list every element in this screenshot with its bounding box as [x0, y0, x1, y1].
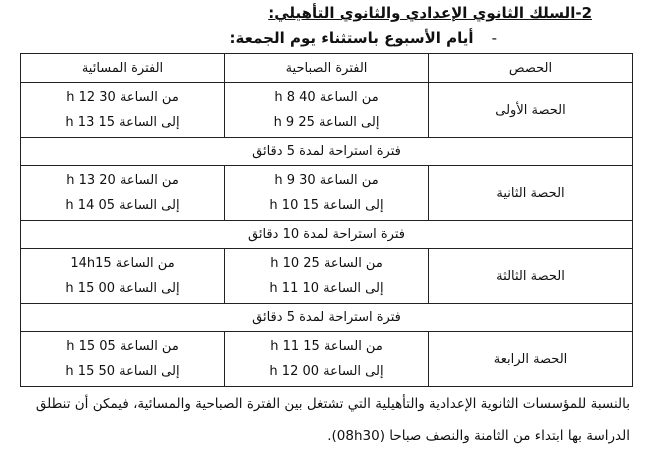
morning-end: إلى الساعة 25 h 9: [273, 115, 380, 130]
morning-start: من الساعة 25 h 10: [270, 256, 383, 271]
morning-times: [225, 332, 429, 387]
session-name: الحصة الرابعة: [429, 332, 633, 387]
session-name: الحصة الثالثة: [429, 249, 633, 304]
section-title: 2-السلك الثانوي الإعدادي والثانوي التأهيلي:: [268, 4, 592, 22]
break-row-1: [21, 138, 633, 166]
session-name: الحصة الأولى: [429, 83, 633, 138]
evening-end: إلى الساعة 00 h 15: [65, 281, 180, 296]
break-text: فترة استراحة لمدة 5 دقائق: [21, 138, 633, 166]
evening-times: [21, 332, 225, 387]
evening-end: إلى الساعة 05 h 14: [65, 198, 180, 213]
header-row: [21, 54, 633, 83]
session-row-3: [21, 249, 633, 304]
morning-times: [225, 166, 429, 221]
footnote-line-2: الدراسة بها ابتداء من الثامنة والنصف صباحا (08h30).: [327, 428, 630, 444]
subtitle-text: أيام الأسبوع باستثناء يوم الجمعة:: [229, 29, 474, 47]
session-row-1: [21, 83, 633, 138]
subtitle: [230, 29, 497, 47]
morning-times: [225, 249, 429, 304]
evening-start: من الساعة 30 h 12: [66, 90, 179, 105]
evening-times: [21, 166, 225, 221]
evening-start: من الساعة 05 h 15: [66, 339, 179, 354]
footnote-line-1: بالنسبة للمؤسسات الثانوية الإعدادية والتأهيلية التي تشتغل بين الفترة الصباحية والمسائية، فيمكن أن تنطلق: [35, 396, 630, 412]
morning-end: إلى الساعة 00 h 12: [269, 364, 384, 379]
session-row-2: [21, 166, 633, 221]
break-text: فترة استراحة لمدة 5 دقائق: [21, 304, 633, 332]
break-row-2: [21, 221, 633, 249]
morning-start: من الساعة 40 h 8: [274, 90, 379, 105]
break-text: فترة استراحة لمدة 10 دقائق: [21, 221, 633, 249]
header-morning: الفترة الصباحية: [225, 54, 429, 83]
evening-start: من الساعة 20 h 13: [66, 173, 179, 188]
morning-start: من الساعة 15 h 11: [270, 339, 383, 354]
session-row-4: [21, 332, 633, 387]
morning-end: إلى الساعة 10 h 11: [269, 281, 384, 296]
morning-times: [225, 83, 429, 138]
evening-times: [21, 249, 225, 304]
morning-end: إلى الساعة 15 h 10: [269, 198, 384, 213]
subtitle-dash: -: [491, 29, 497, 47]
evening-times: [21, 83, 225, 138]
schedule-table: [20, 53, 633, 387]
break-row-3: [21, 304, 633, 332]
session-name: الحصة الثانية: [429, 166, 633, 221]
evening-end: إلى الساعة 15 h 13: [65, 115, 180, 130]
header-evening: الفترة المسائية: [21, 54, 225, 83]
evening-start: من الساعة 14h15: [70, 256, 175, 271]
header-sessions: الحصص: [429, 54, 633, 83]
morning-start: من الساعة 30 h 9: [274, 173, 379, 188]
evening-end: إلى الساعة 50 h 15: [65, 364, 180, 379]
